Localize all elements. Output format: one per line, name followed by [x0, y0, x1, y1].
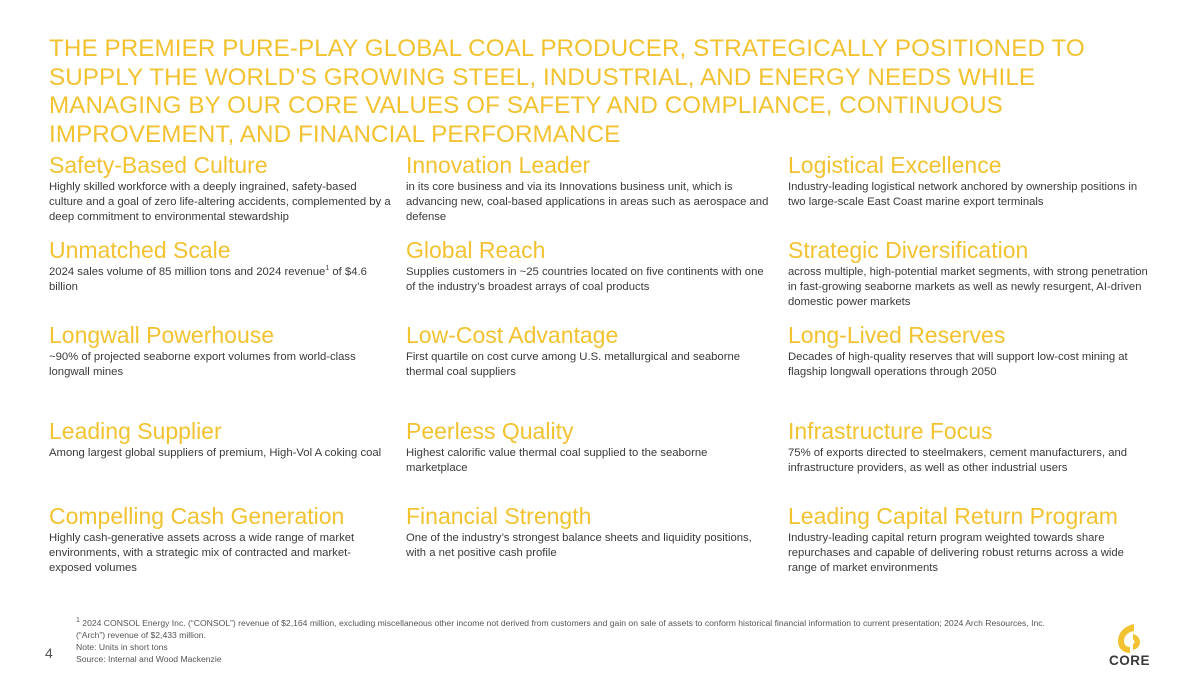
pillar-title: Unmatched Scale — [49, 237, 231, 263]
pillar-title: Compelling Cash Generation — [49, 503, 345, 529]
pillar-description: Highly skilled workforce with a deeply ingrained, safety-based culture and a goal of zero life-altering accidents, complemented by a deep commitment to environmental stewardship — [49, 181, 391, 223]
pillar-logistical — [788, 152, 1148, 210]
pillar-description: One of the industry’s strongest balance sheets and liquidity positions, with a net positive cash profile — [406, 532, 752, 559]
pillar-title: Low-Cost Advantage — [406, 322, 619, 348]
pillar-quality — [406, 418, 771, 476]
page-number: 4 — [45, 645, 53, 661]
footnote-source: Source: Internal and Wood Mackenzie — [76, 654, 222, 664]
footnotes — [76, 617, 1066, 665]
pillar-description: Decades of high-quality reserves that will support low-cost mining at flagship longwall operations through 2050 — [788, 351, 1128, 378]
pillar-title: Logistical Excellence — [788, 152, 1002, 178]
pillar-title: Infrastructure Focus — [788, 418, 993, 444]
description-text: 2024 sales volume of 85 million tons and 2024 revenue — [49, 266, 326, 278]
pillar-description: ~90% of projected seaborne export volumes from world-class longwall mines — [49, 351, 356, 378]
pillar-description: Among largest global suppliers of premium, High-Vol A coking coal — [49, 447, 382, 459]
pillar-description: Highly cash-generative assets across a wide range of market environments, with a strategic mix of contracted and market-exposed volumes — [49, 532, 355, 574]
pillar-title: Peerless Quality — [406, 418, 574, 444]
pillar-title: Global Reach — [406, 237, 546, 263]
description-text: of $4.6 billion — [49, 266, 367, 293]
pillar-description: across multiple, high-potential market segments, with strong penetration in fast-growing seaborne markets as well as newly resurgent, AI-driven domestic power markets — [788, 266, 1148, 308]
pillar-description: in its core business and via its Innovations business unit, which is advancing new, coal-based applications in areas such as aerospace and defense — [406, 181, 769, 223]
pillar-title: Strategic Diversification — [788, 237, 1029, 263]
logo-wordmark: CORE — [1109, 653, 1151, 668]
footnote-1 — [76, 617, 1066, 641]
pillar-reserves — [788, 322, 1148, 380]
pillar-description — [49, 265, 391, 295]
pillar-supplier — [49, 418, 391, 461]
pillar-description: Industry-leading logistical network anchored by ownership positions in two large-scale East Coast marine export terminals — [788, 181, 1138, 208]
page-headline: THE PREMIER PURE-PLAY GLOBAL COAL PRODUCER, STRATEGICALLY POSITIONED TO SUPPLY THE WORLD’S GROWING STEEL, INDUSTRIAL, AND ENERGY NEEDS WHILE MANAGING BY OUR CORE VALUES OF SAFETY AND COMPLIANCE, CONTINUOUS IMPROVEMENT, AND FINANCIAL PERFORMANCE — [49, 35, 1085, 148]
pillar-lowcost — [406, 322, 771, 380]
pillar-safety — [49, 152, 391, 225]
pillar-innovation — [406, 152, 771, 225]
pillar-cash — [49, 503, 391, 576]
pillar-description: Industry-leading capital return program weighted towards share repurchases and capable of delivering robust returns across a wide range of market environments — [788, 532, 1124, 574]
pillar-description: Supplies customers in ~25 countries located on five continents with one of the industry’s broadest arrays of coal products — [406, 266, 764, 293]
pillar-title: Financial Strength — [406, 503, 592, 529]
pillar-description: 75% of exports directed to steelmakers, cement manufacturers, and infrastructure providers, as well as other industrial users — [788, 447, 1128, 474]
pillar-title: Long-Lived Reserves — [788, 322, 1006, 348]
pillar-description: First quartile on cost curve among U.S. metallurgical and seaborne thermal coal suppliers — [406, 351, 741, 378]
footnote-marker: 1 — [76, 617, 80, 625]
footnote-text: 2024 CONSOL Energy Inc. (“CONSOL”) revenue of $2,164 million, excluding miscellaneous other income not derived from customers and gain on sale of assets to conform historical financial information to current presentation; 2024 Arch Resources, Inc. (“Arch”) revenue of $2,433 million. — [76, 618, 1045, 640]
pillar-title: Safety-Based Culture — [49, 152, 268, 178]
pillar-title: Leading Capital Return Program — [788, 503, 1118, 529]
pillar-capital — [788, 503, 1148, 576]
pillar-financial — [406, 503, 771, 561]
pillar-reach — [406, 237, 771, 295]
pillar-title: Innovation Leader — [406, 152, 591, 178]
footnote-note: Note: Units in short tons — [76, 642, 168, 652]
pillar-longwall — [49, 322, 391, 380]
footnote-marker: 1 — [325, 265, 330, 273]
pillar-description: Highest calorific value thermal coal supplied to the seaborne marketplace — [406, 447, 708, 474]
pillar-diversification — [788, 237, 1148, 310]
pillar-title: Leading Supplier — [49, 418, 222, 444]
pillar-title: Longwall Powerhouse — [49, 322, 275, 348]
pillar-infrastructure — [788, 418, 1148, 476]
pillar-scale — [49, 237, 391, 295]
